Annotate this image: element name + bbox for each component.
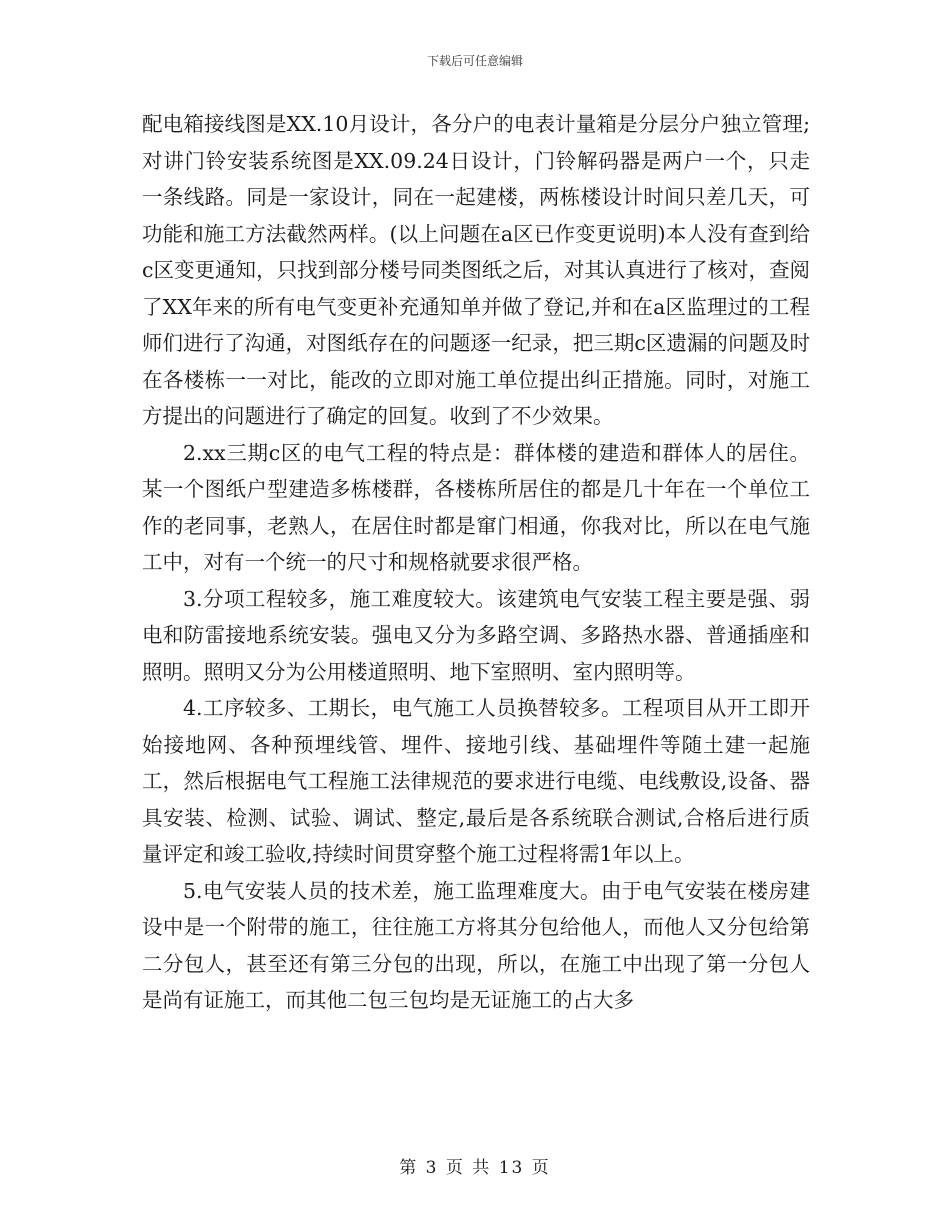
paragraph-3: 3.分项工程较多，施工难度较大。该建筑电气安装工程主要是强、弱电和防雷接地系统安装。强电又分为多路空调、多路热水器、普通插座和照明。照明又分为公用楼道照明、地下室照明、室内照明等。 (142, 586, 810, 684)
document-body (142, 106, 810, 1019)
paragraph-4: 4.工序较多、工期长，电气施工人员换替较多。工程项目从开工即开始接地网、各种预埋线管、埋件、接地引线、基础埋件等随土建一起施工，然后根据电气工程施工法律规范的要求进行电缆、电线敷设,设备、器具安装、检测、试验、调试、整定,最后是各系统联合测试,合格后进行质量评定和竣工验收,持续时间贯穿整个施工过程将需1年以上。 (142, 696, 810, 866)
paragraph-2: 2.xx三期c区的电气工程的特点是：群体楼的建造和群体人的居住。某一个图纸户型建造多栋楼群，各楼栋所居住的都是几十年在一个单位工作的老同事，老熟人，在居住时都是窜门相通，你我对比，所以在电气施工中，对有一个统一的尺寸和规格就要求很严格。 (142, 440, 810, 574)
paragraph-5: 5.电气安装人员的技术差，施工监理难度大。由于电气安装在楼房建设中是一个附带的施工，往往施工方将其分包给他人，而他人又分包给第二分包人，甚至还有第三分包的出现，所以，在施工中出现了第一分包人是尚有证施工，而其他二包三包均是无证施工的占大多 (142, 878, 810, 1012)
paragraph-1: 配电箱接线图是XX.10月设计，各分户的电表计量箱是分层分户独立管理;对讲门铃安装系统图是XX.09.24日设计，门铃解码器是两户一个，只走一条线路。同是一家设计，同在一起建楼，两栋楼设计时间只差几天，可功能和施工方法截然两样。(以上问题在a区已作变更说明)本人没有查到给c区变更通知，只找到部分楼号同类图纸之后，对其认真进行了核对，查阅了XX年来的所有电气变更补充通知单并做了登记,并和在a区监理过的工程师们进行了沟通，对图纸存在的问题逐一纪录，把三期c区遗漏的问题及时在各楼栋一一对比，能改的立即对施工单位提出纠正措施。同时，对施工方提出的问题进行了确定的回复。收到了不少效果。 (142, 112, 810, 428)
page-header: 下载后可任意编辑 (426, 54, 523, 68)
page-footer: 第 3 页 共 13 页 (399, 1158, 551, 1178)
